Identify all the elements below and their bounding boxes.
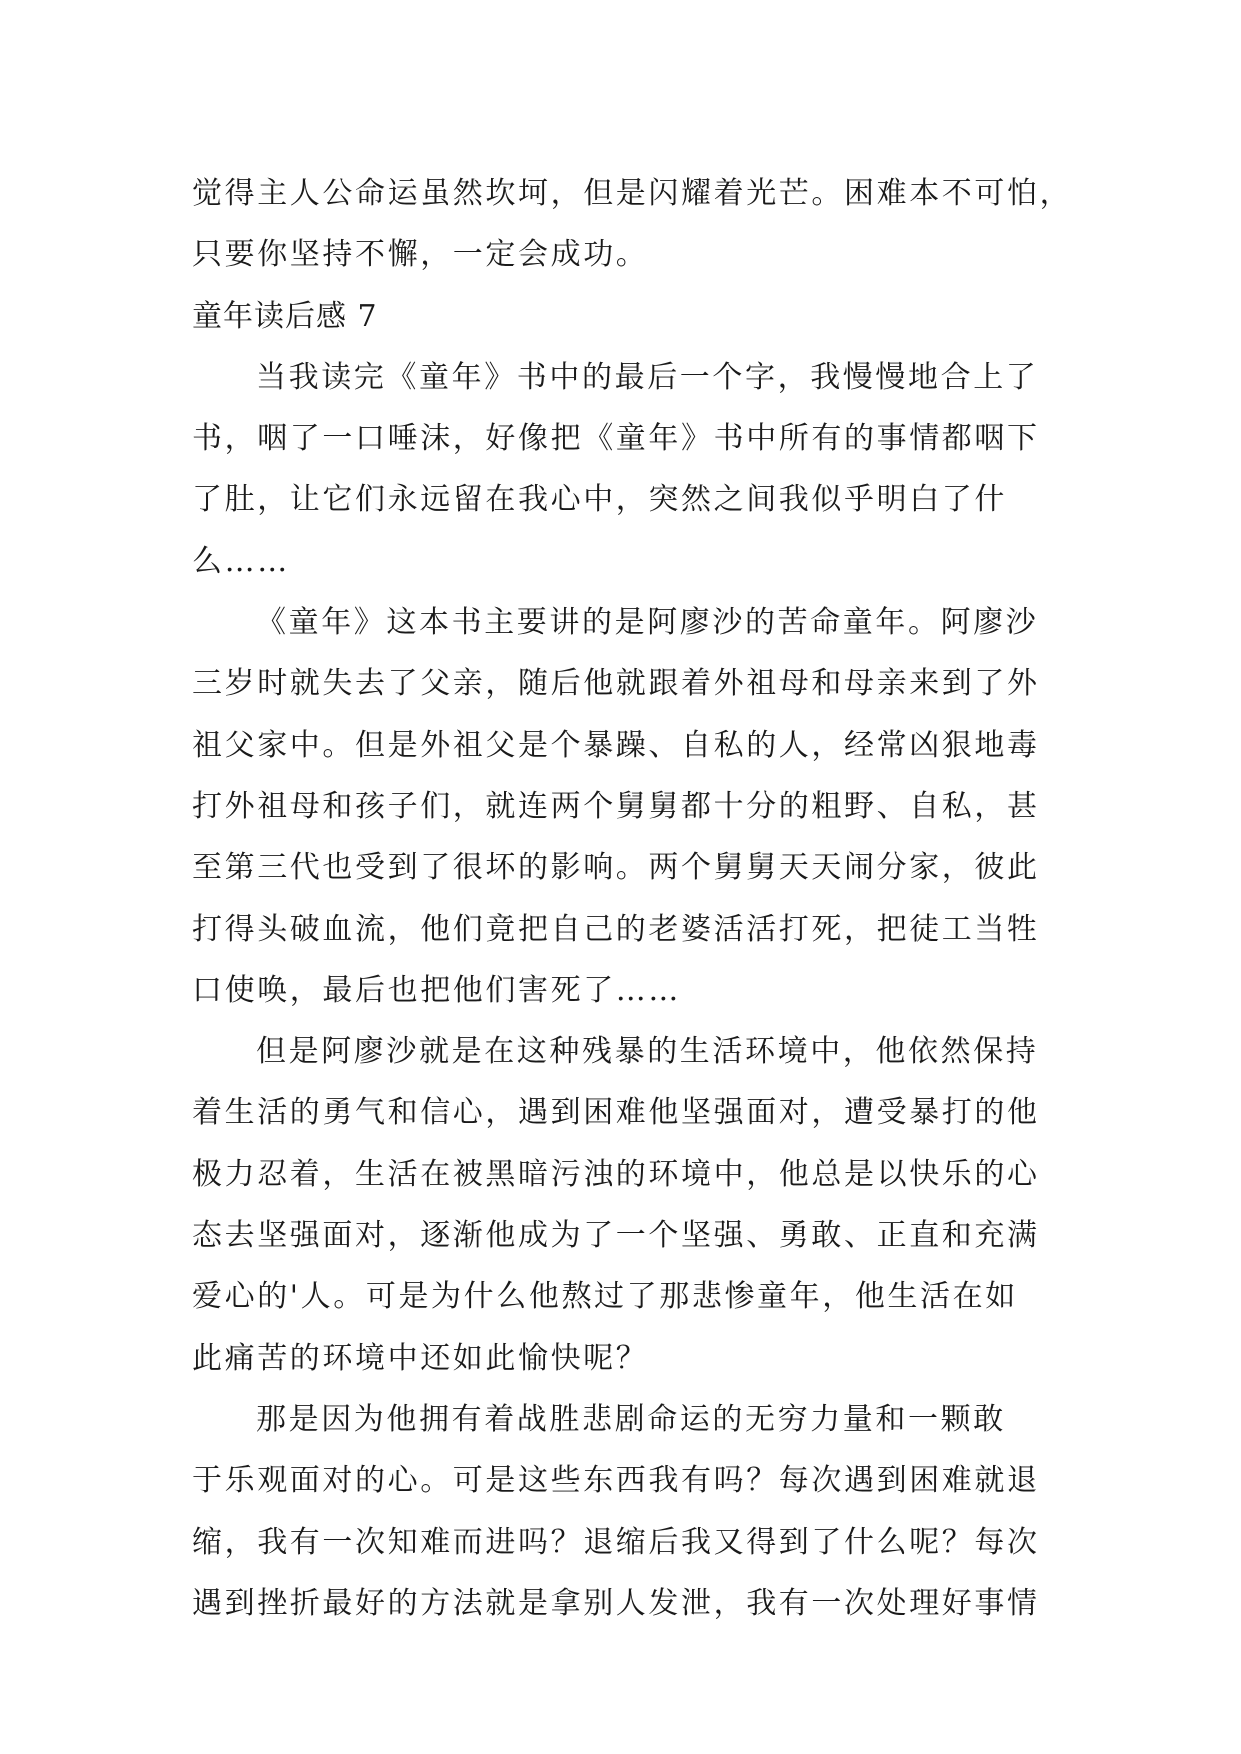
text-line: 至第三代也受到了很坏的影响。两个舅舅天天闹分家，彼此	[192, 850, 1040, 886]
text-line: 态去坚强面对，逐渐他成为了一个坚强、勇敢、正直和充满	[192, 1218, 1040, 1254]
text-line: 只要你坚持不懈，一定会成功。	[192, 237, 649, 273]
text-line: 了肚，让它们永远留在我心中，突然之间我似乎明白了什	[192, 482, 1007, 518]
text-line: 爱心的'人。可是为什么他熬过了那悲惨童年，他生活在如	[192, 1279, 1018, 1315]
paragraph-first-line: 但是阿廖沙就是在这种残暴的生活环境中，他依然保持	[256, 1034, 1039, 1070]
text-line: 么……	[192, 543, 290, 579]
text-line: 口使唤，最后也把他们害死了……	[192, 972, 681, 1008]
text-line: 缩，我有一次知难而进吗？退缩后我又得到了什么呢？每次	[192, 1524, 1040, 1560]
text-line: 打得头破血流，他们竟把自己的老婆活活打死，把徒工当牲	[192, 911, 1040, 947]
paragraph-first-line: 那是因为他拥有着战胜悲剧命运的无穷力量和一颗敢	[256, 1401, 1006, 1437]
text-line: 书，咽了一口唾沫，好像把《童年》书中所有的事情都咽下	[192, 421, 1040, 457]
document-body	[192, 163, 1073, 1634]
text-line: 觉得主人公命运虽然坎坷，但是闪耀着光芒。困难本不可怕，	[192, 176, 1073, 211]
text-line: 遇到挫折最好的方法就是拿别人发泄，我有一次处理好事情	[192, 1585, 1040, 1621]
section-heading: 童年读后感 7	[192, 298, 378, 334]
paragraph-first-line: 《童年》这本书主要讲的是阿廖沙的苦命童年。阿廖沙	[256, 605, 1039, 641]
text-line: 极力忍着，生活在被黑暗污浊的环境中，他总是以快乐的心	[192, 1156, 1040, 1192]
text-line: 着生活的勇气和信心，遇到困难他坚强面对，遭受暴打的他	[192, 1095, 1040, 1131]
text-line: 于乐观面对的心。可是这些东西我有吗？每次遇到困难就退	[192, 1463, 1040, 1499]
paragraph-first-line: 当我读完《童年》书中的最后一个字，我慢慢地合上了	[256, 359, 1039, 395]
text-line: 打外祖母和孩子们，就连两个舅舅都十分的粗野、自私，甚	[192, 788, 1040, 824]
text-line: 三岁时就失去了父亲，随后他就跟着外祖母和母亲来到了外	[192, 666, 1040, 702]
text-line: 祖父家中。但是外祖父是个暴躁、自私的人，经常凶狠地毒	[192, 727, 1040, 763]
text-line: 此痛苦的环境中还如此愉快呢？	[192, 1340, 649, 1376]
